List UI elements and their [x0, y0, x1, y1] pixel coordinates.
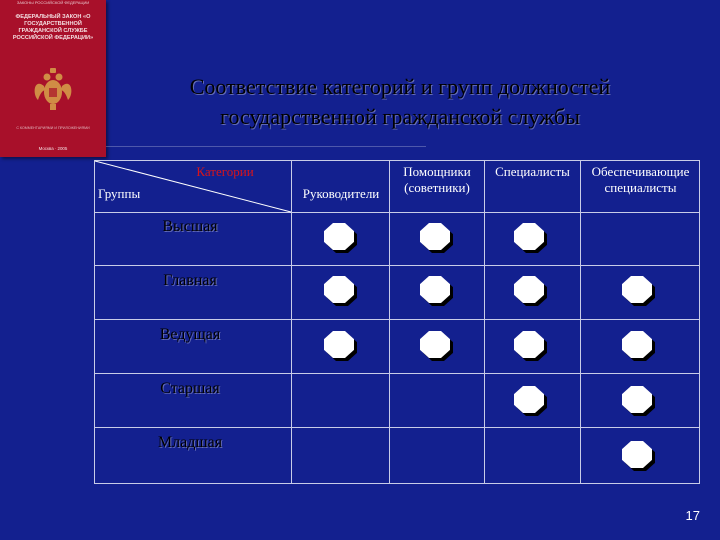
page-number: 17 [685, 508, 700, 523]
check-mark-octagon-icon [622, 441, 656, 472]
check-mark-octagon-icon [420, 276, 454, 307]
corner-header-groups: Группы [98, 186, 141, 201]
column-header-pomoshchniki [390, 164, 484, 196]
row-label-glavnaya: Главная [163, 272, 217, 289]
column-header-label: специалисты [604, 180, 677, 195]
row-label-vedushchaya: Ведущая [159, 326, 221, 343]
check-mark-octagon-icon [514, 331, 548, 362]
column-header-label: Обеспечивающие [591, 164, 690, 179]
column-header-label: (советники) [404, 180, 470, 195]
check-mark-octagon-icon [324, 331, 358, 362]
column-header-label: Руководители [302, 186, 380, 201]
column-header-rukovoditeli [292, 186, 390, 202]
check-mark-octagon-icon [420, 331, 454, 362]
check-mark-octagon-icon [622, 386, 656, 417]
column-header-spetsialisty [485, 164, 580, 180]
row-label-mladshaya: Младшая [157, 434, 223, 451]
row-label-vysshaya: Высшая [162, 218, 218, 235]
slide-title-line-2: государственной гражданской службы [220, 104, 580, 129]
check-mark-octagon-icon [514, 386, 548, 417]
row-label-starshaya: Старшая [160, 380, 220, 397]
check-mark-octagon-icon [324, 276, 358, 307]
check-mark-octagon-icon [420, 223, 454, 254]
corner-header-categories: Категории [196, 164, 254, 179]
check-mark-octagon-icon [514, 223, 548, 254]
book-year: Москва · 2005 [38, 146, 68, 151]
check-mark-octagon-icon [324, 223, 358, 254]
check-mark-octagon-icon [514, 276, 548, 307]
column-header-label: Помощники [403, 164, 471, 179]
check-mark-octagon-icon [622, 331, 656, 362]
book-subtitle: С КОММЕНТАРИЯМИ И ПРИЛОЖЕНИЯМИ [16, 126, 90, 130]
column-header-obespechivayushchie [581, 164, 700, 196]
slide-title-line-1: Соответствие категорий и групп должностей [189, 74, 611, 99]
book-title: ФЕДЕРАЛЬНЫЙ ЗАКОН «О ГОСУДАРСТВЕННОЙ ГРАЖДАНСКОЙ СЛУЖБЕ РОССИЙСКОЙ ФЕДЕРАЦИИ» [12, 14, 94, 41]
book-series-line: ЗАКОНЫ РОССИЙСКОЙ ФЕДЕРАЦИИ [16, 0, 90, 5]
column-header-label: Специалисты [495, 164, 570, 179]
check-mark-octagon-icon [622, 276, 656, 307]
